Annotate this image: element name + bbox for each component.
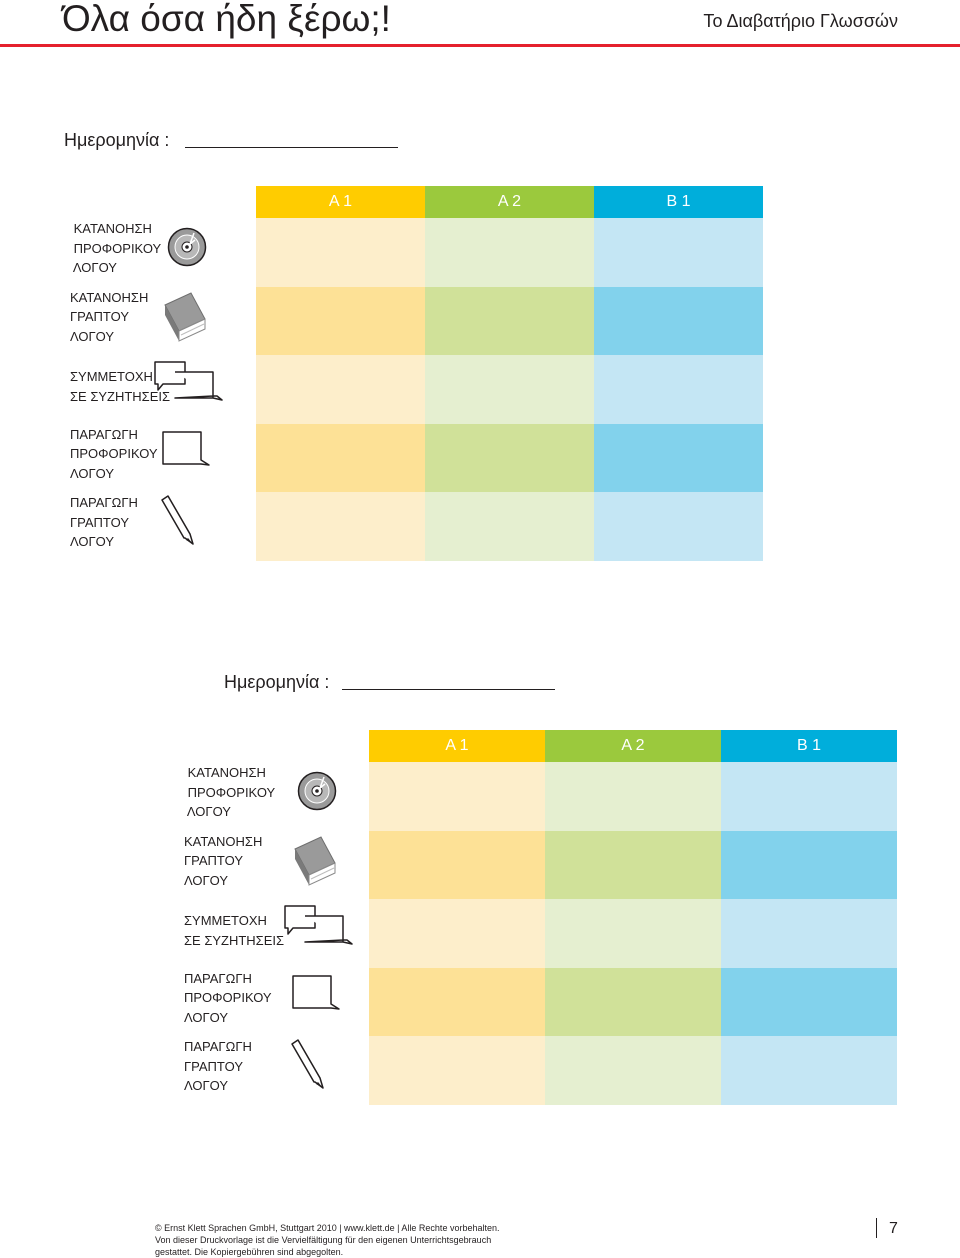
level-cell[interactable]	[369, 762, 545, 831]
page-subtitle: Το Διαβατήριο Γλωσσών	[703, 11, 898, 31]
level-header: B 1	[721, 730, 897, 762]
level-cell[interactable]	[594, 492, 763, 561]
level-cell[interactable]	[545, 762, 721, 831]
date-input-line[interactable]	[185, 147, 398, 148]
book-icon	[291, 835, 339, 892]
speech-bubble-icon	[161, 430, 213, 475]
level-cell[interactable]	[256, 287, 425, 356]
level-header: A 2	[425, 186, 594, 218]
skill-label: ΠΑΡΑΓΩΓΗ ΠΡΟΦΟΡΙΚΟΥ ΛΟΓΟΥ	[70, 426, 158, 481]
level-cell[interactable]	[545, 899, 721, 968]
level-cell[interactable]	[594, 287, 763, 356]
level-cell[interactable]	[425, 355, 594, 424]
skill-label: ΠΑΡΑΓΩΓΗ ΠΡΟΦΟΡΙΚΟΥ ΛΟΓΟΥ	[184, 970, 272, 1025]
level-cell[interactable]	[369, 1036, 545, 1105]
level-cell[interactable]	[594, 355, 763, 424]
dialogue-icon	[153, 360, 225, 411]
speech-bubble-icon	[291, 974, 343, 1019]
level-cell[interactable]	[425, 492, 594, 561]
level-cell[interactable]	[369, 899, 545, 968]
pencil-icon	[160, 494, 200, 551]
date-label: Ημερομηνία :	[64, 130, 170, 150]
level-cell[interactable]	[721, 762, 897, 831]
level-cell[interactable]	[721, 831, 897, 900]
skill-label: ΚΑΤΑΝΟΗΣΗ ΠΡΟΦΟΡΙΚΟΥ ΛΟΓΟΥ	[186, 765, 276, 819]
level-cell[interactable]	[256, 424, 425, 493]
level-header: A 2	[545, 730, 721, 762]
cd-icon	[167, 227, 207, 272]
skill-label: ΚΑΤΑΝΟΗΣΗ ΠΡΟΦΟΡΙΚΟΥ ΛΟΓΟΥ	[72, 221, 162, 275]
skill-label: ΣΥΜΜΕΤΟΧΗ ΣΕ ΣΥΖΗΤΗΣΕΙΣ	[184, 913, 285, 948]
level-cell[interactable]	[721, 1036, 897, 1105]
level-cell[interactable]	[256, 355, 425, 424]
book-icon	[161, 291, 209, 348]
skill-label: ΚΑΤΑΝΟΗΣΗ ΓΡΑΠΤΟΥ ΛΟΓΟΥ	[70, 289, 149, 344]
skill-label: ΣΥΜΜΕΤΟΧΗ ΣΕ ΣΥΖΗΤΗΣΕΙΣ	[70, 369, 171, 404]
header-divider	[0, 44, 960, 47]
skill-label: ΚΑΤΑΝΟΗΣΗ ΓΡΑΠΤΟΥ ΛΟΓΟΥ	[184, 833, 263, 888]
level-cell[interactable]	[425, 287, 594, 356]
level-cell[interactable]	[594, 218, 763, 287]
copyright-notice: © Ernst Klett Sprachen GmbH, Stuttgart 2010 | www.klett.de | Alle Rechte vorbehalten. Von dieser Druckvorlage ist die Vervielfältigung für den eigenen Unterrichtsgebrauch gestattet. Die Kopiergebühren sind abgegolten.	[155, 1223, 500, 1257]
level-cell[interactable]	[721, 968, 897, 1037]
page-title: Όλα όσα ήδη ξέρω;!	[62, 0, 391, 39]
skill-label: ΠΑΡΑΓΩΓΗ ΓΡΑΠΤΟΥ ΛΟΓΟΥ	[70, 495, 138, 549]
date-input-line[interactable]	[342, 689, 555, 690]
cd-icon	[297, 771, 337, 816]
dialogue-icon	[283, 904, 355, 955]
level-cell[interactable]	[425, 218, 594, 287]
level-cell[interactable]	[721, 899, 897, 968]
level-cell[interactable]	[369, 831, 545, 900]
level-cell[interactable]	[545, 968, 721, 1037]
level-header: B 1	[594, 186, 763, 218]
date-label: Ημερομηνία :	[224, 672, 330, 692]
page-number: 7	[876, 1218, 898, 1238]
level-cell[interactable]	[545, 1036, 721, 1105]
pencil-icon	[290, 1038, 330, 1095]
skill-label: ΠΑΡΑΓΩΓΗ ΓΡΑΠΤΟΥ ΛΟΓΟΥ	[184, 1039, 252, 1093]
level-cell[interactable]	[369, 968, 545, 1037]
level-cell[interactable]	[256, 492, 425, 561]
level-cell[interactable]	[545, 831, 721, 900]
level-cell[interactable]	[425, 424, 594, 493]
level-header: A 1	[256, 186, 425, 218]
level-cell[interactable]	[594, 424, 763, 493]
level-cell[interactable]	[256, 218, 425, 287]
level-header: A 1	[369, 730, 545, 762]
